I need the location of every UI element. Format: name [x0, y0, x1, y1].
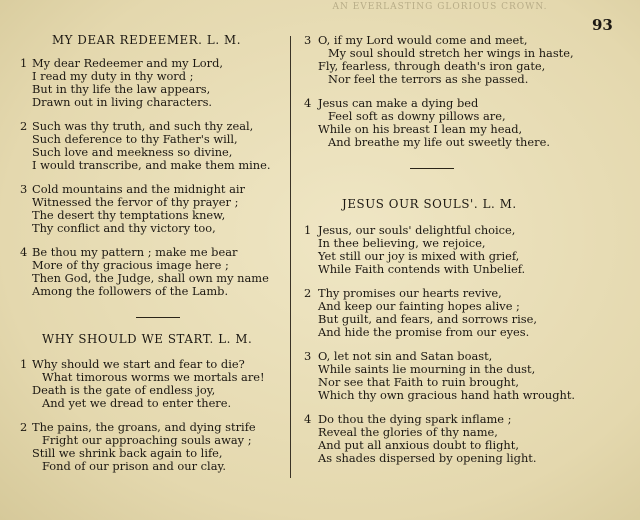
verse-line: Cold mountains and the midnight air — [32, 182, 246, 196]
verse-line: Thy conflict and thy victory too, — [32, 221, 216, 235]
verse — [20, 420, 256, 473]
verse-number: 3 — [304, 349, 312, 363]
verse-number: 2 — [304, 286, 312, 300]
section-rule — [136, 317, 180, 318]
verse-line: And hide the promise from our eyes. — [318, 325, 530, 339]
verse-line: While on his breast I lean my head, — [318, 122, 523, 136]
hymn-title-jesus-our-souls: JESUS OUR SOULS'. L. M. — [342, 197, 517, 211]
verse-line: I would transcribe, and make them mine. — [32, 158, 271, 172]
verse-line: Such deference to thy Father's will, — [32, 132, 238, 146]
verse-line: As shades dispersed by opening light. — [318, 451, 537, 465]
verse-line: Fright our approaching souls away ; — [42, 433, 252, 447]
verse-line: Thy promises our hearts revive, — [318, 286, 502, 300]
verse — [20, 357, 265, 410]
verse-line: While Faith contends with Unbelief. — [318, 262, 526, 276]
verse-line: My soul should stretch her wings in haste, — [328, 46, 574, 60]
verse-line: Which thy own gracious hand hath wrought. — [318, 388, 576, 402]
verse — [304, 286, 537, 339]
verse-line: Nor see that Faith to ruin brought, — [318, 375, 520, 389]
verse-line: Jesus can make a dying bed — [318, 96, 479, 110]
verse-line: Still we shrink back again to life, — [32, 446, 223, 460]
verse-line: Yet still our joy is mixed with grief, — [318, 249, 520, 263]
column-divider — [290, 36, 291, 478]
verse-line: Then God, the Judge, shall own my name — [32, 271, 269, 285]
verse — [304, 96, 550, 149]
verse-line: Fly, fearless, through death's iron gate, — [318, 59, 546, 73]
hymn-title-why-should-we-start: WHY SHOULD WE START. L. M. — [42, 332, 253, 346]
verse-number: 1 — [20, 56, 28, 70]
verse-line: Such was thy truth, and such thy zeal, — [32, 119, 254, 133]
verse-line: Such love and meekness so divine, — [32, 145, 233, 159]
verse — [20, 119, 271, 172]
verse-number: 1 — [304, 223, 312, 237]
verse-line: More of thy gracious image here ; — [32, 258, 229, 272]
verse-line: Why should we start and fear to die? — [32, 357, 245, 371]
verse — [20, 182, 246, 235]
verse-line: While saints lie mourning in the dust, — [318, 362, 536, 376]
verse-line: Reveal the glories of thy name, — [318, 425, 498, 439]
verse-number: 3 — [20, 182, 28, 196]
verse — [304, 412, 537, 465]
verse-line: Fond of our prison and our clay. — [42, 459, 227, 473]
verse-line: But guilt, and fears, and sorrows rise, — [318, 312, 537, 326]
verse-line: In thee believing, we rejoice, — [318, 236, 486, 250]
verse — [304, 33, 574, 86]
verse-line: Do thou the dying spark inflame ; — [318, 412, 512, 426]
verse-number: 2 — [20, 420, 28, 434]
verse-line: Among the followers of the Lamb. — [32, 284, 229, 298]
verse-line: And yet we dread to enter there. — [42, 396, 232, 410]
verse-line: O, let not sin and Satan boast, — [318, 349, 493, 363]
verse-line: But in thy life the law appears, — [32, 82, 211, 96]
verse-line: Be thou my pattern ; make me bear — [32, 245, 238, 259]
verse-line: Death is the gate of endless joy, — [32, 383, 216, 397]
page-number: 93 — [592, 16, 613, 34]
verse-number: 3 — [304, 33, 312, 47]
section-rule — [410, 168, 454, 169]
verse-number: 4 — [304, 412, 312, 426]
verse-line: And breathe my life out sweetly there. — [328, 135, 550, 149]
verse-line: O, if my Lord would come and meet, — [318, 33, 528, 47]
running-head: AN EVERLASTING GLORIOUS CROWN. — [332, 2, 548, 12]
verse-line: Feel soft as downy pillows are, — [328, 109, 506, 123]
verse-line: And keep our fainting hopes alive ; — [318, 299, 520, 313]
verse-line: My dear Redeemer and my Lord, — [32, 56, 223, 70]
verse-line: The pains, the groans, and dying strife — [32, 420, 256, 434]
verse-number: 4 — [20, 245, 28, 259]
verse-line: What timorous worms we mortals are! — [42, 370, 265, 384]
verse — [304, 349, 576, 402]
verse-number: 2 — [20, 119, 28, 133]
verse-line: Nor feel the terrors as she passed. — [328, 72, 529, 86]
verse-number: 1 — [20, 357, 28, 371]
verse-line: Drawn out in living characters. — [32, 95, 213, 109]
verse-number: 4 — [304, 96, 312, 110]
verse-line: And put all anxious doubt to flight, — [318, 438, 519, 452]
verse-line: The desert thy temptations knew, — [32, 208, 226, 222]
verse — [20, 245, 269, 298]
verse — [20, 56, 223, 109]
hymn-title-my-dear-redeemer: MY DEAR REDEEMER. L. M. — [52, 33, 242, 47]
verse-line: Jesus, our souls' delightful choice, — [318, 223, 516, 237]
verse — [304, 223, 526, 276]
verse-line: Witnessed the fervor of thy prayer ; — [32, 195, 239, 209]
verse-line: I read my duty in thy word ; — [32, 69, 194, 83]
